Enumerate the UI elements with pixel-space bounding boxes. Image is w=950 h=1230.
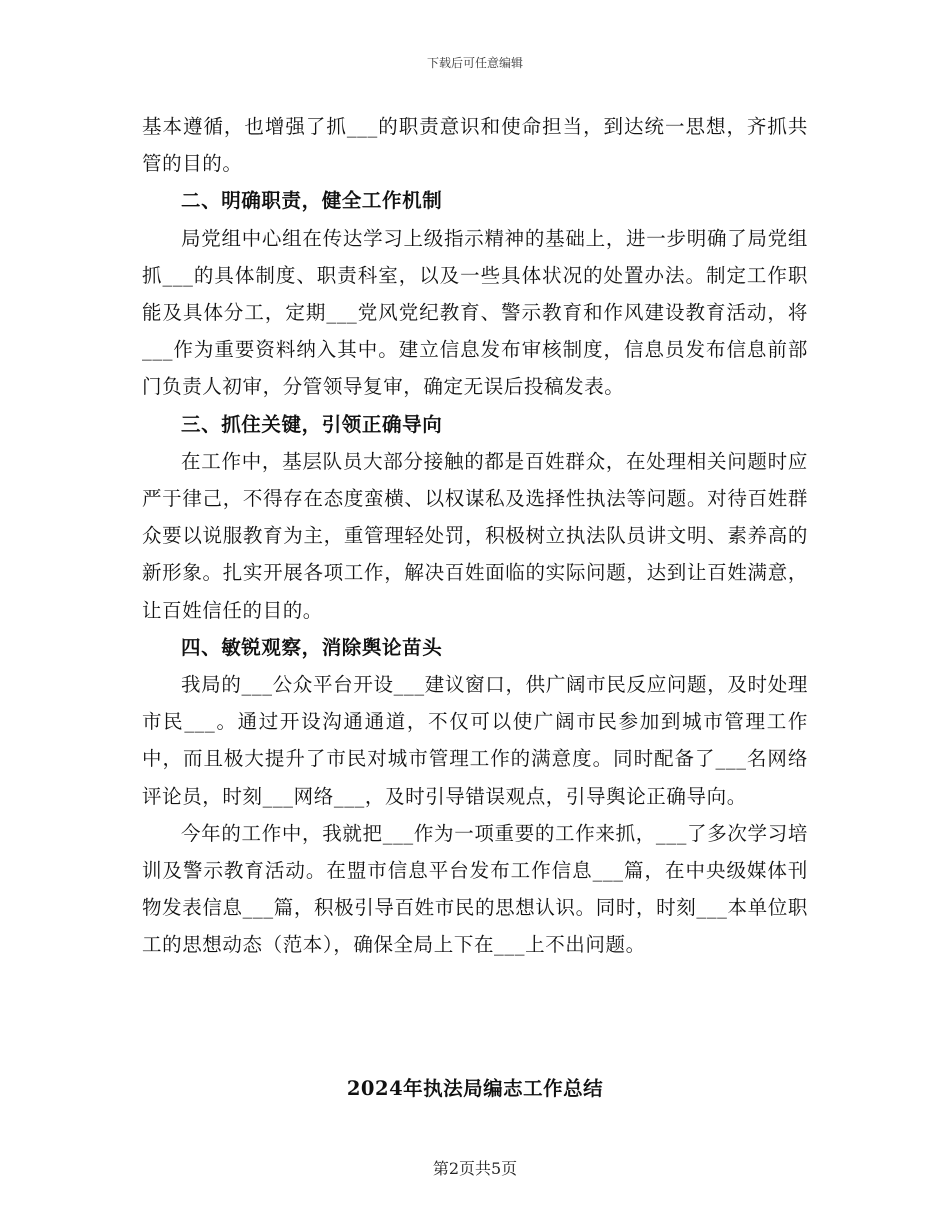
paragraph-section-4: 我局的___公众平台开设___建议窗口，供广阔市民反应问题，及时处理市民___。通过开设沟通通道，不仅可以使广阔市民参加到城市管理工作中，而且极大提升了市民对城市管理工作的满意度。同时配备了___名网络评论员，时刻___网络___，及时引导错误观点，引导舆论正确导向。 — [142, 673, 808, 808]
section-heading-3: 三、抓住关键，引领正确导向 — [181, 412, 443, 436]
paragraph-continuation: 基本遵循，也增强了抓___的职责意识和使命担当，到达统一思想，齐抓共管的目的。 — [142, 115, 808, 176]
document-body — [142, 108, 808, 964]
section-heading-4: 四、敏锐观察，消除舆论苗头 — [181, 635, 443, 659]
section-heading-2: 二、明确职责，健全工作机制 — [181, 189, 443, 213]
next-document-title: 2024年执法局编志工作总结 — [346, 1077, 604, 1100]
paragraph-section-2: 局党组中心组在传达学习上级指示精神的基础上，进一步明确了局党组抓___的具体制度、职责科室，以及一些具体状况的处置办法。制定工作职能及具体分工，定期___党风党纪教育、警示教育和作风建设教育活动，将___作为重要资料纳入其中。建立信息发布审核制度，信息员发布信息前部门负责人初审，分管领导复审，确定无误后投稿发表。 — [142, 226, 808, 399]
page-header: 下载后可任意编辑 — [426, 56, 523, 70]
page-number-footer: 第2页共5页 — [432, 1159, 518, 1178]
paragraph-summary: 今年的工作中，我就把___作为一项重要的工作来抓，___了多次学习培训及警示教育活动。在盟市信息平台发布工作信息___篇，在中央级媒体刊物发表信息___篇，积极引导百姓市民的思想认识。同时，时刻___本单位职工的思想动态（范本），确保全局上下在___上不出问题。 — [142, 821, 808, 957]
paragraph-section-3: 在工作中，基层队员大部分接触的都是百姓群众，在处理相关问题时应严于律己，不得存在态度蛮横、以权谋私及选择性执法等问题。对待百姓群众要以说服教育为主，重管理轻处罚，积极树立执法队员讲文明、素养高的新形象。扎实开展各项工作，解决百姓面临的实际问题，达到让百姓满意，让百姓信任的目的。 — [142, 449, 808, 622]
